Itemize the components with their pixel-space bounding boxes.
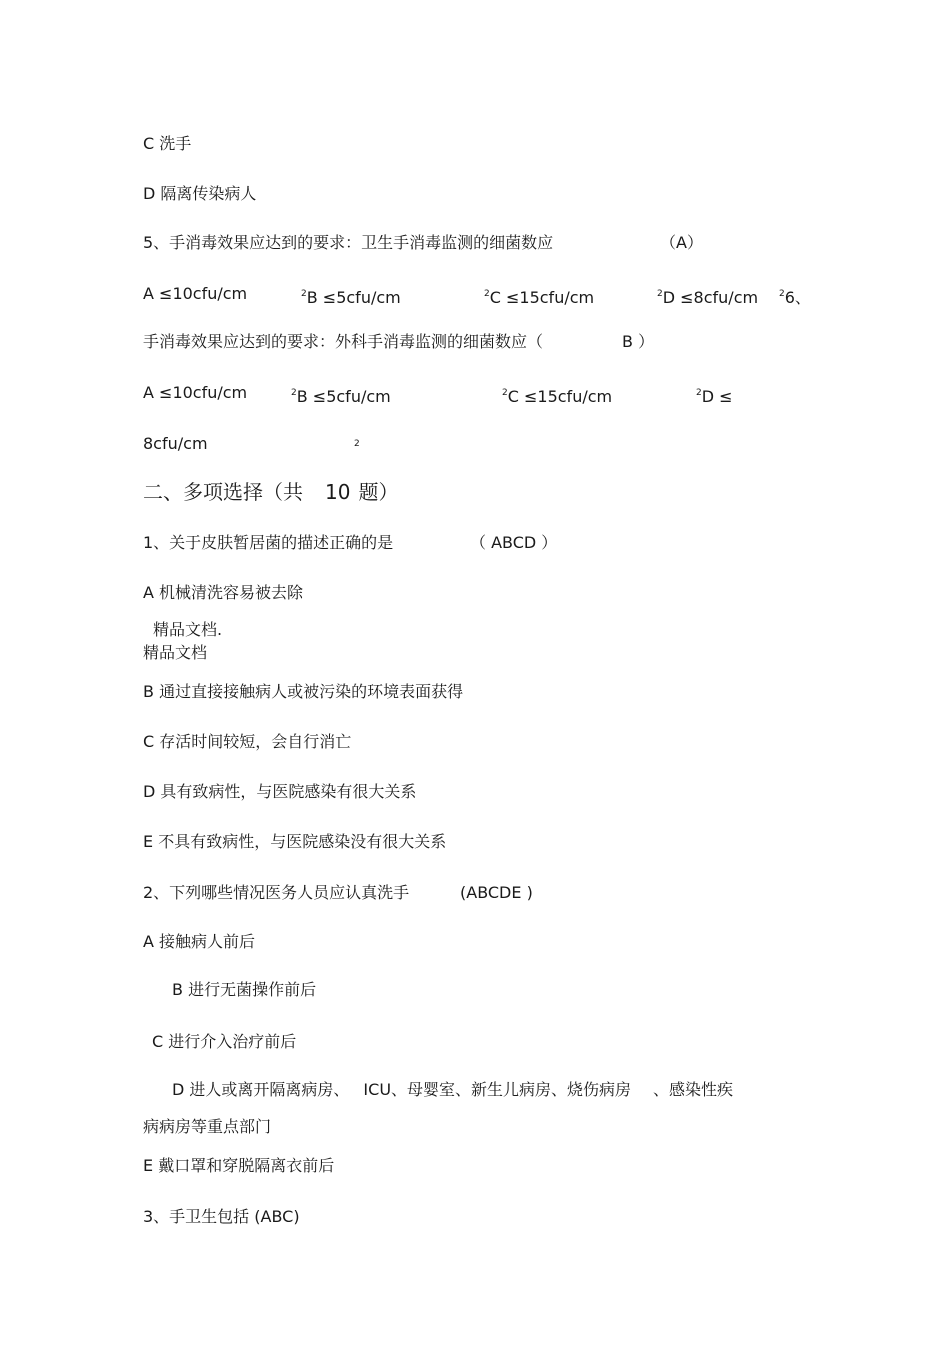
superscript: 2 [502, 388, 508, 398]
multi-question-3: 3、手卫生包括 (ABC) [143, 1207, 300, 1226]
q6-option-b-row [291, 383, 391, 407]
watermark-text-2: 精品文档 [143, 643, 208, 662]
m1-option-e: E 不具有致病性，与医院感染没有很大关系 [143, 832, 447, 851]
m2-option-c: C 进行介入治疗前后 [152, 1032, 297, 1051]
m2-option-d-line1 [172, 1080, 733, 1100]
m2-option-d-part2: ICU、母婴室、新生儿病房、烧伤病房 [363, 1080, 632, 1099]
question-6-number: 6、 [784, 288, 811, 307]
q5-option-d-row [657, 284, 758, 308]
m1-option-b: B 通过直接接触病人或被污染的环境表面获得 [143, 682, 464, 701]
question-5-answer: （A） [660, 233, 703, 252]
q4-option-d: D 隔离传染病人 [143, 184, 257, 203]
question-5-text: 5、手消毒效果应达到的要求：卫生手消毒监测的细菌数应 [143, 233, 554, 252]
q4-option-c: C 洗手 [143, 134, 192, 153]
m2-option-b: B 进行无菌操作前后 [172, 980, 317, 999]
q5-option-a: A ≤10cfu/cm [143, 284, 248, 303]
superscript: 2 [291, 388, 297, 398]
superscript: 2 [301, 289, 307, 299]
q6-option-a: A ≤10cfu/cm [143, 383, 248, 402]
q6-option-c-row [502, 383, 612, 407]
q6-option-d-row [696, 383, 733, 407]
q5-option-b-row [301, 284, 401, 308]
m1-option-c: C 存活时间较短，会自行消亡 [143, 732, 352, 751]
question-6-text: 手消毒效果应达到的要求：外科手消毒监测的细菌数应（ [143, 332, 544, 351]
superscript: 2 [484, 289, 490, 299]
m2-option-a: A 接触病人前后 [143, 932, 256, 951]
m2-option-d-part1: D 进人或离开隔离病房、 [172, 1080, 350, 1099]
watermark-text-1: 精品文档. [153, 620, 223, 639]
q5-option-d: D ≤8cfu/cm [662, 288, 759, 307]
q5-option-c-row [484, 284, 594, 308]
q6-option-d-continued: 8cfu/cm [143, 434, 208, 453]
m2-option-e: E 戴口罩和穿脱隔离衣前后 [143, 1156, 335, 1175]
q6-trailing-superscript-row [354, 434, 360, 458]
multi-question-2-answer: (ABCDE ) [460, 883, 533, 902]
multi-question-2: 2、下列哪些情况医务人员应认真洗手 [143, 883, 410, 902]
m2-option-d-line2: 病病房等重点部门 [143, 1117, 272, 1136]
q5-option-b: B ≤5cfu/cm [306, 288, 401, 307]
superscript: 2 [696, 388, 702, 398]
multi-question-1-answer: （ ABCD ） [470, 533, 558, 552]
q6-number-row [779, 284, 811, 308]
section-heading-count: 10 [325, 480, 351, 504]
section-multiple-choice-heading [143, 480, 398, 504]
superscript: 2 [779, 289, 785, 299]
m2-option-d-part3: 、感染性疾 [653, 1080, 734, 1099]
q5-option-c: C ≤15cfu/cm [489, 288, 595, 307]
superscript: 2 [354, 439, 360, 449]
superscript: 2 [657, 289, 663, 299]
q6-option-c: C ≤15cfu/cm [507, 387, 613, 406]
m1-option-a: A 机械清洗容易被去除 [143, 583, 304, 602]
q6-option-d: D ≤ [701, 387, 733, 406]
question-5 [143, 233, 553, 253]
section-heading-tail: 题） [358, 480, 399, 504]
q6-option-b: B ≤5cfu/cm [296, 387, 391, 406]
section-heading-text: 二、多项选择（共 [143, 480, 303, 504]
multi-question-1: 1、关于皮肤暂居菌的描述正确的是 [143, 533, 394, 552]
m1-option-d: D 具有致病性，与医院感染有很大关系 [143, 782, 417, 801]
question-6-answer: B ） [622, 332, 655, 351]
